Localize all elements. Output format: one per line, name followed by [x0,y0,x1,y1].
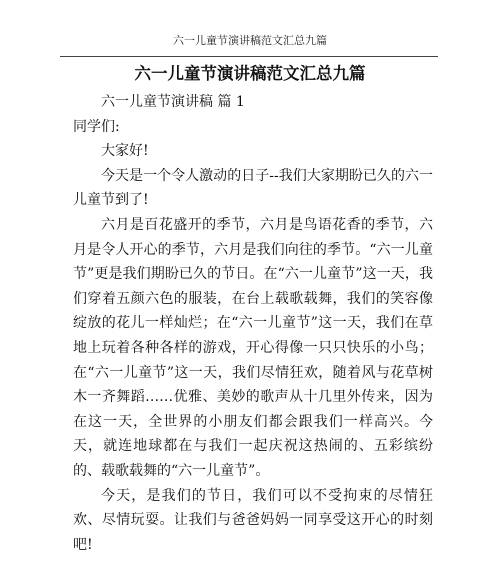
section-heading: 六一儿童节演讲稿 篇 1 [101,94,245,110]
document-title: 六一儿童节演讲稿范文汇总九篇 [134,64,366,83]
paragraph-intro: 今天是一个令人激动的日子--我们大家期盼已久的六一儿童节到了! [73,167,433,209]
paragraph-festival: 今天，是我们的节日，我们可以不受拘束的尽情狂欢、尽情玩耍。让我们与爸爸妈妈一同享受这开心的时刻吧! [73,487,433,553]
document-body [73,90,433,557]
header-divider [60,56,438,57]
running-header: 六一儿童节演讲稿范文汇总九篇 [173,34,327,47]
paragraph-greeting: 大家好! [101,143,149,160]
salutation: 同学们: [73,118,120,135]
paragraph-june: 六月是百花盛开的季节，六月是鸟语花香的季节，六月是令人开心的季节，六月是我们向往的季节。“六一儿童节”更是我们期盼已久的节日。在“六一儿童节”这一天，我们穿着五颜六色的服装，在台上载歌载舞，我们的笑容像绽放的花儿一样灿烂；在“六一儿童节”这一天，我们在草地上玩着各种各样的游戏，开心得像一只只快乐的小鸟；在“六一儿童节”这一天，我们尽情狂欢，随着风与花草树木一齐舞蹈……优雅、美妙的歌声从十几里外传来，因为在这一天，全世界的小朋友们都会跟我们一样高兴。今天，就连地球都在与我们一起庆祝这热闹的、五彩缤纷的、载歌载舞的“六一儿童节”。 [73,216,433,479]
